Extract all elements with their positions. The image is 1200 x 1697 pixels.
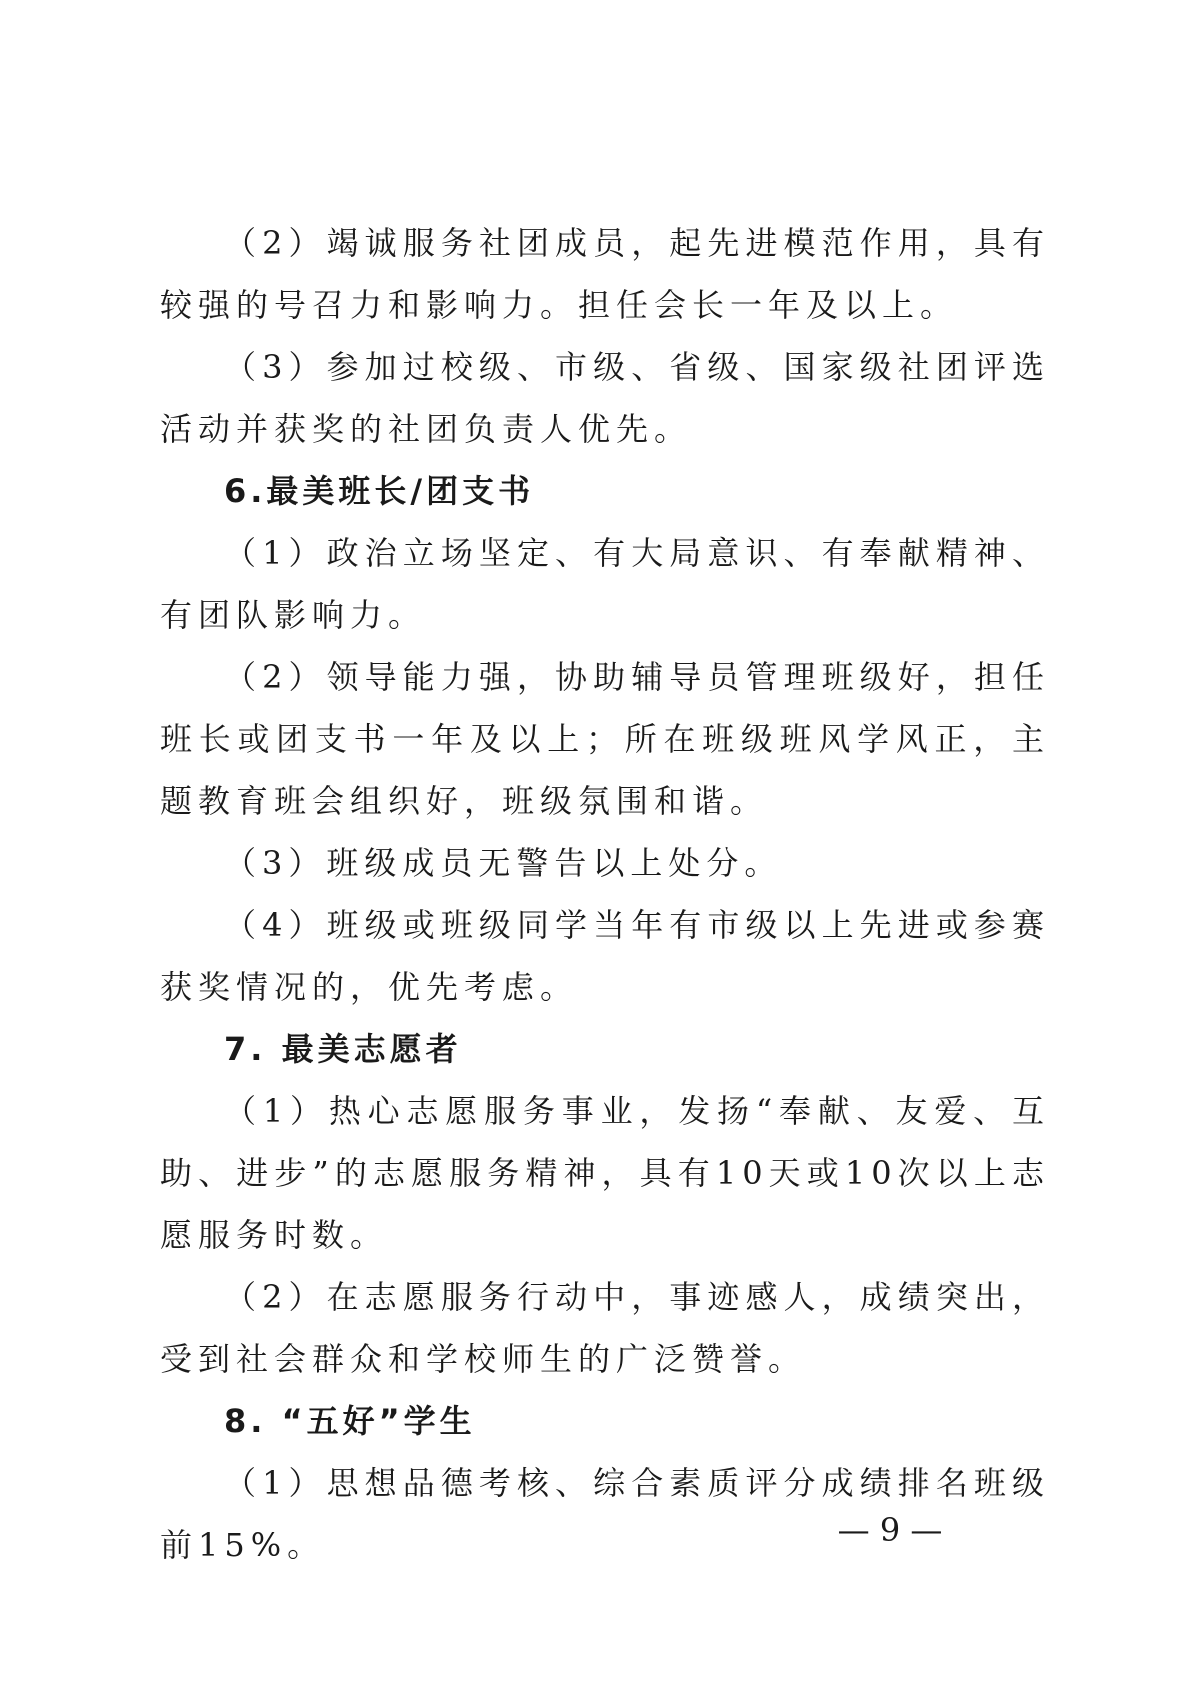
paragraph-five-good-ranking: （1）思想品德考核、综合素质评分成绩排名班级前15%。: [160, 1464, 1050, 1564]
paragraph-association-award: （3）参加过校级、市级、省级、国家级社团评选活动并获奖的社团负责人优先。: [160, 348, 1050, 448]
paragraph-monitor-leadership: （2）领导能力强，协助辅导员管理班级好，担任班长或团支书一年及以上；所在班级班风学风正，主题教育班会组织好，班级氛围和谐。: [160, 658, 1050, 820]
section-heading-five-good-student: 8. “五好”学生: [224, 1402, 476, 1440]
paragraph-volunteer-spirit: （1）热心志愿服务事业，发扬“奉献、友爱、互助、进步”的志愿服务精神，具有10天或10次以上志愿服务时数。: [160, 1092, 1050, 1254]
paragraph-monitor-priority: （4）班级或班级同学当年有市级以上先进或参赛获奖情况的，优先考虑。: [160, 906, 1050, 1006]
page-number: — 9 —: [837, 1511, 943, 1549]
paragraph-volunteer-deeds: （2）在志愿服务行动中，事迹感人，成绩突出，受到社会群众和学校师生的广泛赞誉。: [160, 1278, 1050, 1378]
section-heading-volunteer: 7. 最美志愿者: [224, 1030, 462, 1068]
paragraph-monitor-discipline: （3）班级成员无警告以上处分。: [224, 844, 783, 882]
paragraph-monitor-political: （1）政治立场坚定、有大局意识、有奉献精神、有团队影响力。: [160, 534, 1050, 634]
document-body: [160, 212, 1050, 1576]
section-heading-class-monitor: 6.最美班长/团支书: [224, 472, 535, 510]
paragraph-association-service: （2）竭诚服务社团成员，起先进模范作用，具有较强的号召力和影响力。担任会长一年及以上。: [160, 224, 1050, 324]
